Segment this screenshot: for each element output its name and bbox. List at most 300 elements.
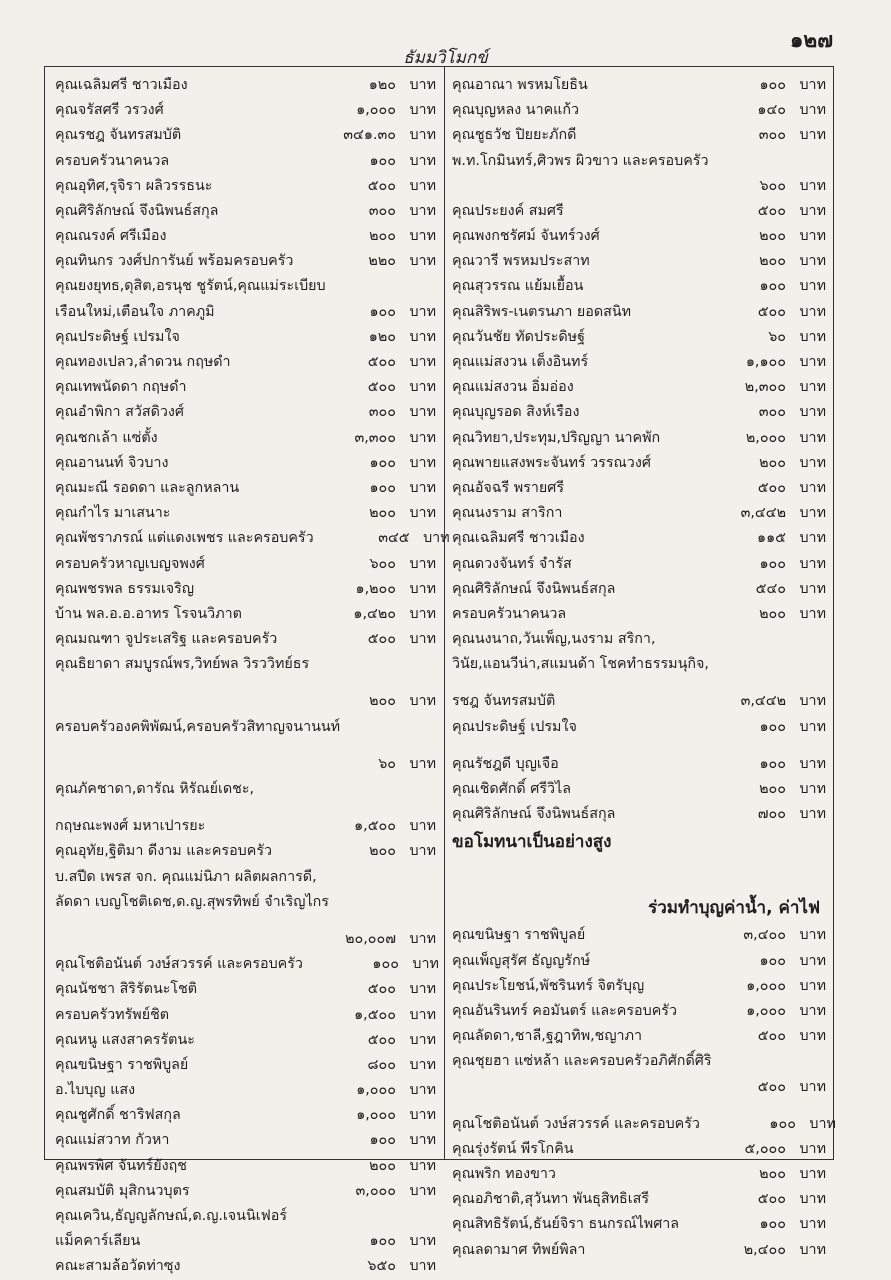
donor-name: ครอบครัวนาคนวล: [55, 152, 170, 169]
donation-amount: ๓๐๐: [368, 404, 396, 421]
donor-name: คุณบุญรอด สิงห์เรือง: [452, 404, 580, 421]
donor-row: [55, 577, 436, 602]
currency-unit: บาท: [409, 755, 436, 772]
donation-amount: ๓๔๑.๓๐: [343, 127, 396, 144]
currency-unit: บาท: [799, 952, 826, 969]
donor-name: คุณรชฎ จันทรสมบัติ: [55, 127, 182, 144]
donor-row: [55, 1254, 436, 1279]
currency-unit: บาท: [409, 580, 436, 597]
currency-unit: บาท: [409, 1006, 436, 1023]
donor-name: คุณกำไร มาเสนาะ: [55, 505, 171, 522]
donation-amount: ๕๐๐: [367, 379, 396, 396]
donor-name: คุณวิทยา,ประทุม,ปริญญา นาคพัก: [452, 429, 661, 446]
donor-row: [452, 999, 826, 1024]
donor-row: [55, 1129, 436, 1154]
donor-row: [452, 923, 826, 948]
donor-row: [452, 451, 826, 476]
donation-amount: ๕๐๐: [757, 202, 786, 219]
donor-row: [55, 249, 436, 274]
donation-amount: ๑๐๐: [759, 718, 786, 735]
column-divider: [444, 66, 445, 1160]
currency-unit: บาท: [799, 1166, 826, 1183]
donor-name: คุณสิริพร-เนตรนภา ยอดสนิท: [452, 303, 632, 320]
currency-unit: บาท: [409, 454, 436, 471]
donation-amount: ๑๐๐: [759, 555, 786, 572]
donor-row: [55, 224, 436, 249]
donor-name: คุณนัชชา สิริรัตนะโชติ: [55, 981, 198, 998]
donor-row: [55, 952, 439, 977]
donor-name: กฤษณะพงศ์ มหาเปารยะ: [55, 818, 206, 835]
currency-unit: บาท: [409, 354, 436, 371]
currency-unit: บาท: [799, 927, 826, 944]
donation-amount: ๕,๐๐๐: [744, 1140, 786, 1157]
donor-name: คุณขนิษฐา ราชพิบูลย์: [55, 1056, 189, 1073]
currency-unit: บาท: [409, 555, 436, 572]
donation-amount: ๕๐๐: [757, 303, 786, 320]
donor-row: [55, 977, 436, 1002]
donation-amount: ๓๐๐: [758, 127, 786, 144]
currency-unit: บาท: [799, 580, 826, 597]
donor-name: คุณเฉลิมศรี ชาวเมือง: [452, 530, 585, 547]
donation-amount: ๒๐๐: [759, 1166, 786, 1183]
donor-row: [55, 426, 436, 451]
donation-amount: ๒๐๐: [759, 781, 786, 798]
donation-amount: ๒,๔๐๐: [743, 1241, 786, 1258]
donor-name: คุณเชิดศักดิ์ ศรีวิไล: [452, 781, 571, 798]
donor-name: คุณยงยุทธ,ดุสิต,อรนุช ชูรัตน์,คุณแม่ระเบียบ: [55, 278, 326, 295]
donation-amount: ๑๐๐: [759, 952, 786, 969]
currency-unit: บาท: [409, 1107, 436, 1124]
donor-name: คุณสิทธิรัตน์,ธันย์จิรา ธนกรณ์ไพศาล: [452, 1216, 680, 1233]
donor-row: [452, 1238, 826, 1263]
donation-amount: ๑,๕๐๐: [354, 1006, 396, 1023]
donor-row: [452, 501, 826, 526]
donor-row: [452, 149, 826, 174]
donor-row: [55, 451, 436, 476]
donor-name: คุณอำพิกา สวัสดิวงศ์: [55, 404, 184, 421]
donation-amount: ๑๐๐: [759, 755, 786, 772]
currency-unit: บาท: [409, 202, 436, 219]
donation-amount: ๓,๔๔๒: [740, 505, 786, 522]
donor-row: [55, 73, 436, 98]
donor-name: คุณจรัสศรี วรวงศ์: [55, 102, 164, 119]
donor-name: คุณณรงค์ ศรีเมือง: [55, 228, 167, 245]
donation-amount: ๑,๑๐๐: [745, 354, 786, 371]
donation-amount: ๒,๓๐๐: [744, 379, 786, 396]
donor-row: [452, 949, 826, 974]
donation-amount: ๓,๔๐๐: [743, 927, 786, 944]
donation-amount: ๑,๐๐๐: [746, 1002, 786, 1019]
donor-row: [452, 552, 826, 577]
donation-amount: ๖๐๐: [759, 177, 786, 194]
donation-amount: ๒๒๐: [368, 253, 396, 270]
currency-unit: บาท: [799, 977, 826, 994]
donor-row: [55, 149, 436, 174]
donor-name: บ.สปีด เพรส จก. คุณแม่นิภา ผลิตผลการดี,: [55, 868, 317, 885]
currency-unit: บาท: [409, 1182, 436, 1199]
donation-amount: ๑๐๐: [372, 956, 399, 973]
currency-unit: บาท: [423, 530, 450, 547]
donor-name: คุณชกเล้า แซ่ตั้ง: [55, 429, 158, 446]
donation-amount: ๑๑๕: [757, 530, 786, 547]
donation-amount: ๑,๐๐๐: [356, 1082, 396, 1099]
spacer: [55, 915, 436, 927]
donor-row: [55, 752, 436, 777]
donor-row: [55, 123, 436, 148]
currency-unit: บาท: [409, 177, 436, 194]
donor-name: คุณแม่สงวน เต็งอินทร์: [452, 354, 589, 371]
currency-unit: บาท: [799, 1078, 826, 1095]
water-electricity-donor-list: [452, 923, 836, 1262]
donor-name: คุณพชรพล ธรรมเจริญ: [55, 580, 194, 597]
donor-name: คุณเทพนัดดา กฤษดำ: [55, 379, 187, 396]
donor-row: [55, 98, 436, 123]
donation-amount: ๒๐๐: [759, 228, 786, 245]
donor-name: คุณประดิษฐ์ เปรมใจ: [452, 718, 577, 735]
donor-name: คุณแม่สงวน อิ่มอ่อง: [452, 379, 574, 396]
donor-name: คุณสมบัติ มุสิกนวบุตร: [55, 1182, 190, 1199]
currency-unit: บาท: [409, 328, 436, 345]
donor-row: [452, 715, 826, 740]
donor-row: [452, 752, 826, 777]
donation-amount: ๒๐๐: [369, 228, 396, 245]
donor-row: [55, 927, 436, 952]
donor-name: เรือนใหม่,เตือนใจ ภาคภูมิ: [55, 303, 215, 320]
currency-unit: บาท: [409, 127, 436, 144]
donation-amount: ๒๐,๐๐๗: [345, 930, 396, 947]
donor-name: คุณดวงจันทร์ จำรัส: [452, 555, 572, 572]
donor-row: [55, 552, 436, 577]
donation-amount: ๒๐๐: [759, 253, 786, 270]
currency-unit: บาท: [799, 76, 826, 93]
donor-row: [55, 1154, 436, 1179]
donation-amount: ๕๐๐: [367, 1031, 396, 1048]
currency-unit: บาท: [412, 956, 439, 973]
currency-unit: บาท: [799, 1216, 826, 1233]
donor-name: คุณโชติอนันต์ วงษ์สวรรค์ และครอบครัว: [452, 1115, 700, 1132]
donor-row: [55, 890, 436, 915]
donor-row: [452, 476, 826, 501]
donor-name: ครอบครัวทรัพย์ชิต: [55, 1006, 170, 1023]
donation-amount: ๕๐๐: [367, 177, 396, 194]
donation-amount: ๕๐๐: [367, 354, 396, 371]
currency-unit: บาท: [409, 429, 436, 446]
section-heading: ร่วมทำบุญค่าน้ำ, ค่าไฟ: [648, 898, 820, 919]
donor-name: คุณศิริลักษณ์ จึงนิพนธ์สกุล: [452, 580, 616, 597]
donor-row: [452, 174, 826, 199]
donor-row: [55, 690, 436, 715]
donor-name: คุณประโยชน์,พัชรินทร์ จิตรับุญ: [452, 977, 645, 994]
donation-amount: ๕๐๐: [757, 1191, 786, 1208]
currency-unit: บาท: [799, 454, 826, 471]
donor-name: คุณศิริลักษณ์ จึงนิพนธ์สกุล: [452, 806, 616, 823]
donor-row: [55, 839, 436, 864]
donor-name: คุณอันรินทร์ คอมันตร์ และครอบครัว: [452, 1002, 677, 1019]
currency-unit: บาท: [409, 843, 436, 860]
donation-amount: ๓,๔๔๒: [740, 693, 786, 710]
currency-unit: บาท: [799, 102, 826, 119]
donor-name: คุณอภิชาติ,สุวันทา พันธุสิทธิเสรี: [452, 1191, 650, 1208]
donation-amount: ๕๐๐: [757, 1078, 786, 1095]
donor-row: [452, 577, 826, 602]
donation-amount: ๑๐๐: [369, 454, 396, 471]
donor-row: [55, 1078, 436, 1103]
donation-amount: ๒๐๐: [759, 605, 786, 622]
donor-name: คุณธิยาดา สมบูรณ์พร,วิทย์พล วิรววิทย์ธร: [55, 656, 310, 673]
thanks-heading: ขอโมทนาเป็นอย่างสูง: [452, 832, 612, 853]
currency-unit: บาท: [799, 505, 826, 522]
page-number: ๑๒๗: [790, 28, 833, 52]
donation-amount: ๕๔๐: [755, 580, 786, 597]
currency-unit: บาท: [799, 693, 826, 710]
currency-unit: บาท: [409, 102, 436, 119]
donor-name: คุณมะณี รอดดา และลูกหลาน: [55, 479, 240, 496]
donor-row: [55, 400, 436, 425]
donor-name: คุณเพ็ญสุรัศ ธัญญรักษ์: [452, 952, 591, 969]
donation-amount: ๒๐๐: [369, 843, 396, 860]
currency-unit: บาท: [799, 228, 826, 245]
donor-name: ครอบครัวนาคนวล: [452, 605, 567, 622]
donor-name: คุณลัดดา,ชาลี,ฐฎาทิพ,ชญาภา: [452, 1028, 643, 1045]
donor-name: คุณศิริลักษณ์ จึงนิพนธ์สกุล: [55, 202, 219, 219]
currency-unit: บาท: [799, 404, 826, 421]
currency-unit: บาท: [799, 605, 826, 622]
donor-name: คุณวารี พรหมประสาท: [452, 253, 590, 270]
donor-name: คุณแม่สวาท กัวหา: [55, 1132, 170, 1149]
currency-unit: บาท: [409, 1233, 436, 1250]
currency-unit: บาท: [799, 303, 826, 320]
donor-row: [55, 865, 436, 890]
donor-row: [452, 652, 826, 677]
donor-row: [55, 300, 436, 325]
donation-amount: ๑๒๐: [368, 76, 396, 93]
currency-unit: บาท: [799, 379, 826, 396]
donation-amount: ๖๐: [768, 328, 786, 345]
donor-name: คุณนงราม สาริกา: [452, 505, 563, 522]
donor-row: [452, 224, 826, 249]
donor-row: [452, 98, 826, 123]
donor-row: [55, 350, 436, 375]
donor-name: รชฎ จันทรสมบัติ: [452, 693, 556, 710]
donor-name: คุณเควิน,ธัญญลักษณ์,ด.ญ.เจนนิเฟอร์: [55, 1208, 288, 1225]
donor-row: [55, 501, 436, 526]
donor-row: [55, 715, 436, 740]
donor-row: [452, 802, 826, 827]
currency-unit: บาท: [409, 930, 436, 947]
currency-unit: บาท: [409, 76, 436, 93]
donor-name: คุณอัจฉรี พรายศรี: [452, 479, 565, 496]
donor-name: คุณชูธวัช ปิยยะภักดี: [452, 127, 577, 144]
donation-amount: ๑๐๐: [369, 1233, 396, 1250]
currency-unit: บาท: [409, 379, 436, 396]
currency-unit: บาท: [799, 253, 826, 270]
currency-unit: บาท: [409, 479, 436, 496]
currency-unit: บาท: [409, 693, 436, 710]
donor-row: [55, 1103, 436, 1128]
donor-row: [55, 1053, 436, 1078]
spacer: [452, 678, 826, 690]
currency-unit: บาท: [409, 1031, 436, 1048]
donor-row: [55, 602, 436, 627]
donor-name: คุณขนิษฐา ราชพิบูลย์: [452, 927, 586, 944]
donation-amount: ๑๐๐: [759, 278, 786, 295]
donor-name: พ.ท.โกมินทร์,ศิวพร ผิวขาว และครอบครัว: [452, 152, 709, 169]
currency-unit: บาท: [409, 631, 436, 648]
currency-unit: บาท: [409, 253, 436, 270]
donor-row: [452, 1024, 826, 1049]
donor-name: คุณอานนท์ จิวบาง: [55, 454, 169, 471]
donor-row: [452, 123, 826, 148]
donation-amount: ๓,๐๐๐: [355, 1182, 396, 1199]
donation-amount: ๒๐๐: [369, 505, 396, 522]
donation-amount: ๑๐๐: [369, 152, 396, 169]
currency-unit: บาท: [799, 1140, 826, 1157]
currency-unit: บาท: [799, 1241, 826, 1258]
currency-unit: บาท: [799, 555, 826, 572]
currency-unit: บาท: [799, 429, 826, 446]
currency-unit: บาท: [409, 818, 436, 835]
spacer: [55, 740, 436, 752]
donor-name: คุณประยงค์ สมศรี: [452, 202, 564, 219]
donation-amount: ๑๐๐: [369, 303, 396, 320]
currency-unit: บาท: [409, 1157, 436, 1174]
currency-unit: บาท: [409, 505, 436, 522]
donor-name: ครอบครัวองคพิพัฒน์,ครอบครัวสิทาญจนานนท์: [55, 718, 341, 735]
currency-unit: บาท: [409, 1056, 436, 1073]
donation-amount: ๘๐๐: [367, 1056, 396, 1073]
donation-amount: ๗๐๐: [757, 806, 786, 823]
donation-amount: ๒๐๐: [369, 1157, 396, 1174]
donation-amount: ๓,๓๐๐: [354, 429, 396, 446]
currency-unit: บาท: [409, 404, 436, 421]
donor-row: [452, 627, 826, 652]
right-donor-column: [452, 73, 836, 1263]
currency-unit: บาท: [799, 1191, 826, 1208]
donor-row: [55, 1229, 436, 1254]
donation-amount: ๑๐๐: [759, 76, 786, 93]
donor-row: [55, 526, 450, 551]
donor-row: [55, 1028, 436, 1053]
left-donor-column: [55, 73, 450, 1280]
donor-name: คุณพายแสงพระจันทร์ วรรณวงศ์: [452, 454, 651, 471]
donor-row: [452, 350, 826, 375]
spacer: [452, 1100, 826, 1112]
donor-name: คุณพรพิศ จันทร์ยังฤช: [55, 1157, 187, 1174]
donor-row: [452, 974, 826, 999]
currency-unit: บาท: [799, 530, 826, 547]
donor-name: คุณนงนาถ,วันเพ็ญ,นงราม สริกา,: [452, 631, 656, 648]
donation-amount: ๕๐๐: [367, 981, 396, 998]
currency-unit: บาท: [409, 981, 436, 998]
currency-unit: บาท: [409, 228, 436, 245]
donor-row: [452, 300, 826, 325]
donor-row: [452, 426, 826, 451]
currency-unit: บาท: [409, 152, 436, 169]
donation-amount: ๓๔๕: [378, 530, 410, 547]
donation-amount: ๑๔๐: [757, 102, 786, 119]
currency-unit: บาท: [799, 328, 826, 345]
donor-name: คุณประดิษฐ์ เปรมใจ: [55, 328, 180, 345]
currency-unit: บาท: [799, 1002, 826, 1019]
donor-row: [55, 476, 436, 501]
currency-unit: บาท: [799, 278, 826, 295]
donation-amount: ๖๕๐: [367, 1258, 396, 1275]
donor-row: [55, 325, 436, 350]
donor-row: [55, 199, 436, 224]
donor-name: คณะสามล้อวัดท่าซุง: [55, 1258, 181, 1275]
donor-name: คุณมณฑา จูประเสริฐ และครอบครัว: [55, 631, 278, 648]
donation-amount: ๒๐๐: [759, 454, 786, 471]
donor-row: [55, 1204, 436, 1229]
donor-row: [55, 652, 436, 677]
donor-row: [452, 1137, 826, 1162]
currency-unit: บาท: [799, 806, 826, 823]
donor-name: ลัดดา เบญโชติเดช,ด.ญ.สุพรทิพย์ จำเริญไกร: [55, 893, 329, 910]
donor-name: คุณพัชราภรณ์ แต่แดงเพชร และครอบครัว: [55, 530, 314, 547]
currency-unit: บาท: [799, 1028, 826, 1045]
donor-row: [55, 375, 436, 400]
donor-name: บ้าน พล.อ.อ.อาทร โรจนวิภาต: [55, 605, 242, 622]
donor-name: คุณอาณา พรหมโยธิน: [452, 76, 588, 93]
donor-name: อ.ไบบุญ แสง: [55, 1082, 136, 1099]
donor-row: [452, 375, 826, 400]
donor-row: [55, 777, 436, 802]
donor-name: คุณพงกชรัศม์ จันทร์วงศ์: [452, 228, 600, 245]
currency-unit: บาท: [409, 303, 436, 320]
right-donor-list: [452, 73, 826, 827]
donor-name: คุณอุทัย,ฐิติมา ดีงาม และครอบครัว: [55, 843, 273, 860]
donor-row: [452, 1112, 836, 1137]
donation-amount: ๑,๐๐๐: [746, 977, 786, 994]
donation-amount: ๓๐๐: [368, 202, 396, 219]
donor-row: [452, 325, 826, 350]
donor-name: คุณรุ่งรัตน์ พีรโกคิน: [452, 1140, 574, 1157]
currency-unit: บาท: [799, 202, 826, 219]
currency-unit: บาท: [409, 1258, 436, 1275]
donor-name: คุณเฉลิมศรี ชาวเมือง: [55, 76, 188, 93]
currency-unit: บาท: [809, 1115, 836, 1132]
donor-row: [452, 1075, 826, 1100]
donor-row: [452, 1049, 826, 1074]
donation-amount: ๑๐๐: [759, 1216, 786, 1233]
donor-row: [452, 602, 826, 627]
currency-unit: บาท: [799, 479, 826, 496]
donor-name: คุณชุยฮา แซ่หล้า และครอบครัวอภิศักดิ์ศิริ: [452, 1053, 712, 1070]
donation-amount: ๕๐๐: [367, 631, 396, 648]
donation-amount: ๑๒๐: [368, 328, 396, 345]
donor-name: คุณชูศักดิ์ ชาริฟสกุล: [55, 1107, 181, 1124]
donation-amount: ๑,๔๒๐: [353, 605, 396, 622]
donor-name: ครอบครัวหาญเบญจพงศ์: [55, 555, 205, 572]
currency-unit: บาท: [799, 718, 826, 735]
donor-name: คุณอุทิศ,รุจิรา ผลิวรรธนะ: [55, 177, 213, 194]
donation-amount: ๑,๐๐๐: [356, 1107, 396, 1124]
donor-name: แม็คคาร์เลียน: [55, 1233, 141, 1250]
spacer: [452, 857, 826, 893]
donor-name: คุณภัคชาดา,ดารัณ หิรัณย์เดชะ,: [55, 781, 255, 798]
donor-name: คุณพริก ทองขาว: [452, 1166, 556, 1183]
donor-name: คุณลดามาศ ทิพย์พิลา: [452, 1241, 586, 1258]
donor-name: คุณโชติอนันต์ วงษ์สวรรค์ และครอบครัว: [55, 956, 303, 973]
donor-row: [452, 275, 826, 300]
donation-amount: ๕๐๐: [757, 1028, 786, 1045]
currency-unit: บาท: [799, 177, 826, 194]
currency-unit: บาท: [409, 605, 436, 622]
donation-amount: ๑,๕๐๐: [354, 818, 396, 835]
donor-name: คุณสุวรรณ แย้มเยื้อน: [452, 278, 584, 295]
donor-row: [55, 627, 436, 652]
donor-row: [452, 400, 826, 425]
